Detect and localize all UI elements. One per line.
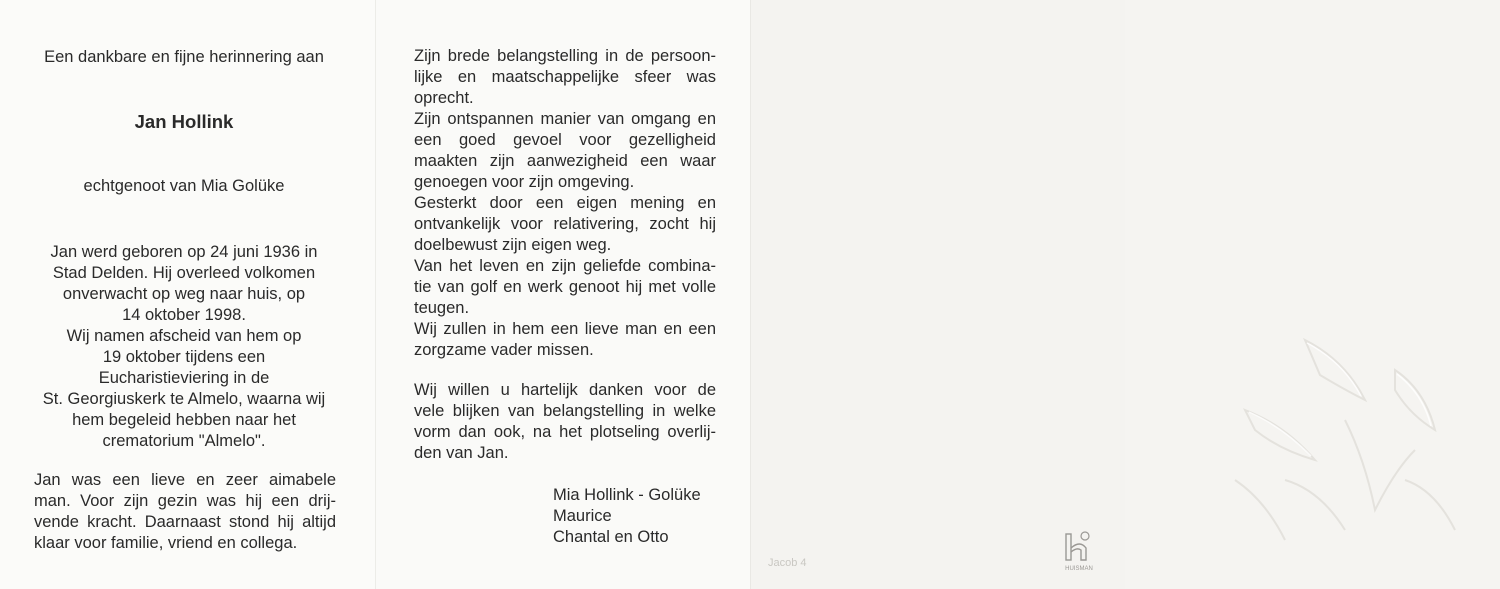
signature-line: Maurice [553,507,612,525]
tribute-line: doelbewust zijn eigen weg. [414,236,612,254]
bio-line: Jan werd geboren op 24 juni 1936 in [50,243,318,261]
print-code: Jacob 4 [768,557,807,569]
thanks-line: Wij willen u hartelijk danken voor de [414,381,716,399]
tribute-line: Zijn ontspannen manier van omgang en [414,110,716,128]
thanks-line: vorm dan ook, na het plotseling overlij- [414,423,716,441]
tribute-line: Wij zullen in hem een lieve man en een [414,320,716,338]
bio-line: Stad Delden. Hij overleed volkomen [52,264,316,282]
bio-line: 19 oktober tijdens een [102,348,266,366]
tribute-line: oprecht. [414,89,474,107]
tribute-line: maakten zijn aanwezigheid een waar [414,152,716,170]
signature-line: Mia Hollink - Golüke [553,486,701,504]
tribute-line: een goed gevoel voor gezelligheid [414,131,716,149]
tribute-line: genoegen voor zijn omgeving. [414,173,635,191]
tribute-line: lijke en maatschappelijke sfeer was [414,68,716,86]
bio-line: St. Georgiuskerk te Almelo, waarna wij [42,390,326,408]
bio-line: hem begeleid hebben naar het [72,411,296,429]
bio-line: 14 oktober 1998. [122,306,246,324]
bio-line: crematorium "Almelo". [102,432,266,450]
tribute-line: tie van golf en werk genoot hij met volle [414,278,716,296]
signatures [553,485,753,548]
thanks-line: vele blijken van belangstelling in welke [414,402,716,420]
tribute-line: Gesterkt door een eigen mening en [414,194,716,212]
bio-line: Eucharistieviering in de [98,369,270,387]
thanks-text [414,380,716,464]
thanks-line: den van Jan. [414,444,509,462]
tribute-line: Zijn brede belangstelling in de persoon- [414,47,716,65]
character-paragraph [34,470,336,554]
biography-text [0,242,368,452]
tribute-text [414,46,716,361]
publisher-logo-icon [1062,528,1096,574]
signature-line: Chantal en Otto [553,528,669,546]
tribute-line: teugen. [414,299,470,317]
paragraph-line: man. Voor zijn gezin was hij een drij- [34,492,336,510]
bio-line: Wij namen afscheid van hem op [66,327,302,345]
intro-text: Een dankbare en fijne herinnering aan [44,48,324,66]
bio-line: onverwacht op weg naar huis, op [62,285,306,303]
paragraph-line: Jan was een lieve en zeer aimabele [34,471,336,489]
tribute-line: Van het leven en zijn geliefde combina- [414,257,716,275]
fold-line [375,0,376,589]
deceased-name: Jan Hollink [134,111,234,132]
embossed-flower-decoration [1225,330,1485,570]
spouse-line: echtgenoot van Mia Golüke [83,177,285,195]
paragraph-line: vende kracht. Daarnaast stond hij altijd [34,513,336,531]
card-back-panel [750,0,1125,589]
tribute-line: ontvankelijk voor relativering, zocht hij [414,215,716,233]
publisher-logo [1062,528,1096,579]
logo-text: HUISMAN [1065,566,1093,572]
paragraph-line: klaar voor familie, vriend en collega. [34,534,298,552]
tribute-line: zorgzame vader missen. [414,341,594,359]
